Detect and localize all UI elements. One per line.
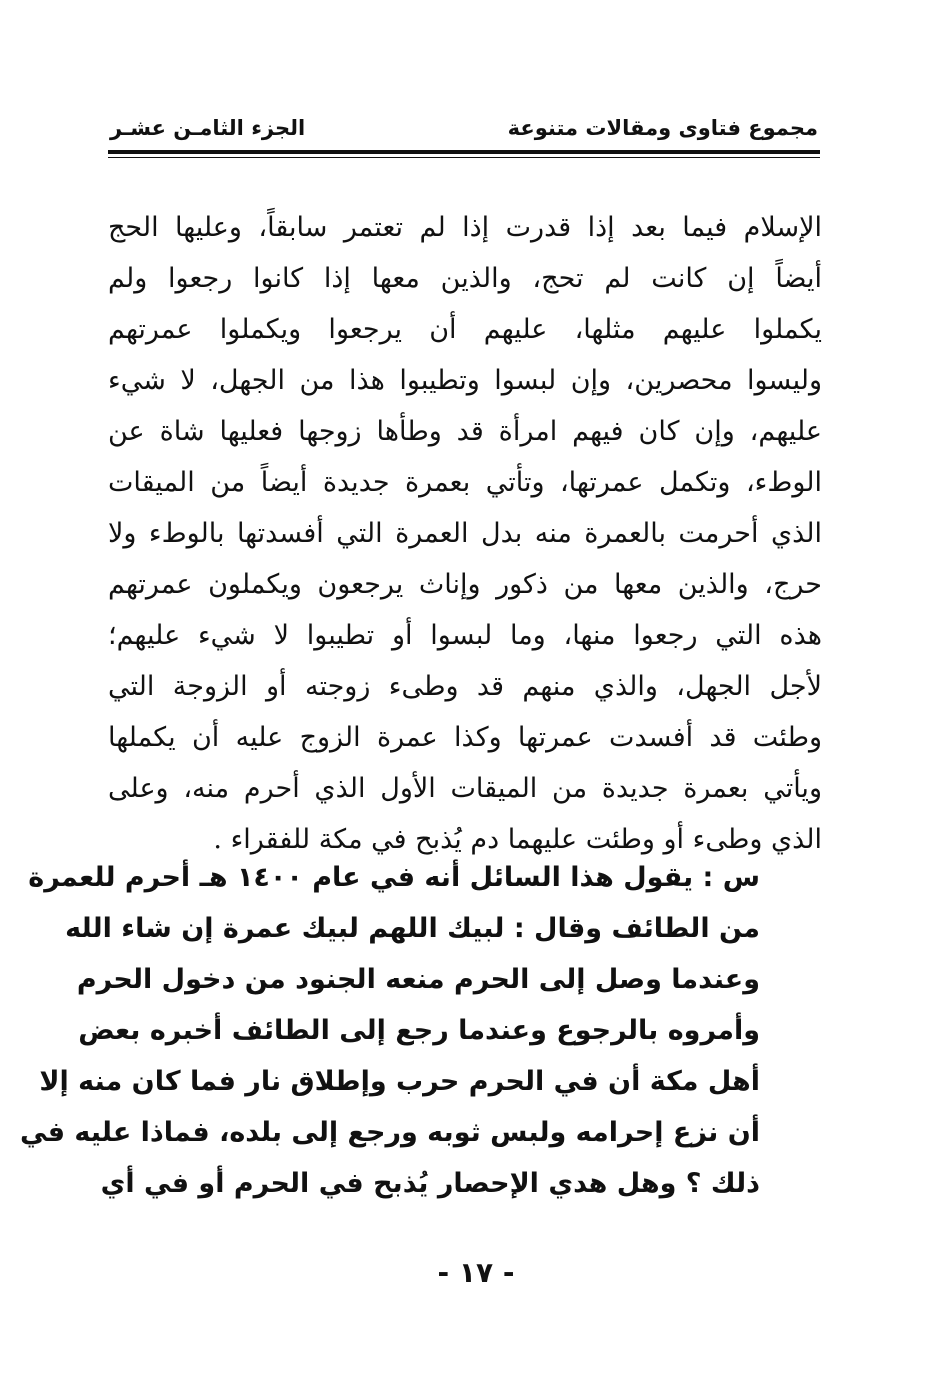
question-line: أن نزع إحرامه ولبس ثوبه ورجع إلى بلده، فماذا عليه في (20, 1117, 760, 1148)
question-line: وعندما وصل إلى الحرم منعه الجنود من دخول الحرم (76, 964, 760, 995)
text-line: وطئت قد أفسدت عمرتها وكذا عمرة الزوج عليه أن يكملها (108, 722, 822, 753)
text-line: الذي أحرمت بالعمرة منه بدل العمرة التي أفسدتها بالوطء ولا (108, 518, 822, 549)
answer-paragraph (108, 202, 822, 865)
text-line: أيضاً إن كانت لم تحج، والذين معها إذا كانوا رجعوا ولم (108, 263, 822, 294)
volume-label: الجزء الثامـن عشـر (110, 116, 306, 140)
book-title: مجموع فتاوى ومقالات متنوعة (507, 116, 818, 140)
page-number: - ١٧ - (437, 1256, 515, 1289)
text-line: ويأتي بعمرة جديدة من الميقات الأول الذي أحرم منه، وعلى (108, 773, 822, 804)
text-line: حرج، والذين معها من ذكور وإناث يرجعون ويكملون عمرتهم (108, 569, 822, 600)
text-line: الوطء، وتكمل عمرتها، وتأتي بعمرة جديدة أيضاً من الميقات (108, 467, 822, 498)
question-line: من الطائف وقال : لبيك اللهم لبيك عمرة إن شاء الله (65, 913, 760, 944)
header-rule-thin (108, 157, 820, 158)
text-line: الذي وطىء أو وطئت عليهما دم يُذبح في مكة للفقراء . (213, 824, 822, 855)
text-line: هذه التي رجعوا منها، وما لبسوا أو تطيبوا لا شيء عليهم؛ (108, 620, 822, 651)
text-line: لأجل الجهل، والذي منهم قد وطىء زوجته أو الزوجة التي (108, 671, 822, 702)
header-rule-thick (108, 150, 820, 154)
text-line: وليسوا محصرين، وإن لبسوا وتطيبوا هذا من الجهل، لا شيء (108, 365, 822, 396)
question-line: أهل مكة أن في الحرم حرب وإطلاق نار فما كان منه إلا (39, 1066, 760, 1097)
question-line: س : يقول هذا السائل أنه في عام ١٤٠٠ هـ أحرم للعمرة (28, 862, 760, 893)
question-paragraph (20, 852, 760, 1209)
question-line: ذلك ؟ وهل هدي الإحصار يُذبح في الحرم أو في أي (100, 1168, 760, 1199)
text-line: عليهم، وإن كان فيهم امرأة قد وطأها زوجها فعليها شاة عن (108, 416, 822, 447)
question-line: وأمروه بالرجوع وعندما رجع إلى الطائف أخبره بعض (78, 1015, 760, 1046)
text-line: الإسلام فيما بعد إذا قدرت إذا لم تعتمر سابقاً، وعليها الحج (108, 212, 822, 243)
text-line: يكملوا عليهم مثلها، عليهم أن يرجعوا ويكملوا عمرتهم (108, 314, 822, 345)
